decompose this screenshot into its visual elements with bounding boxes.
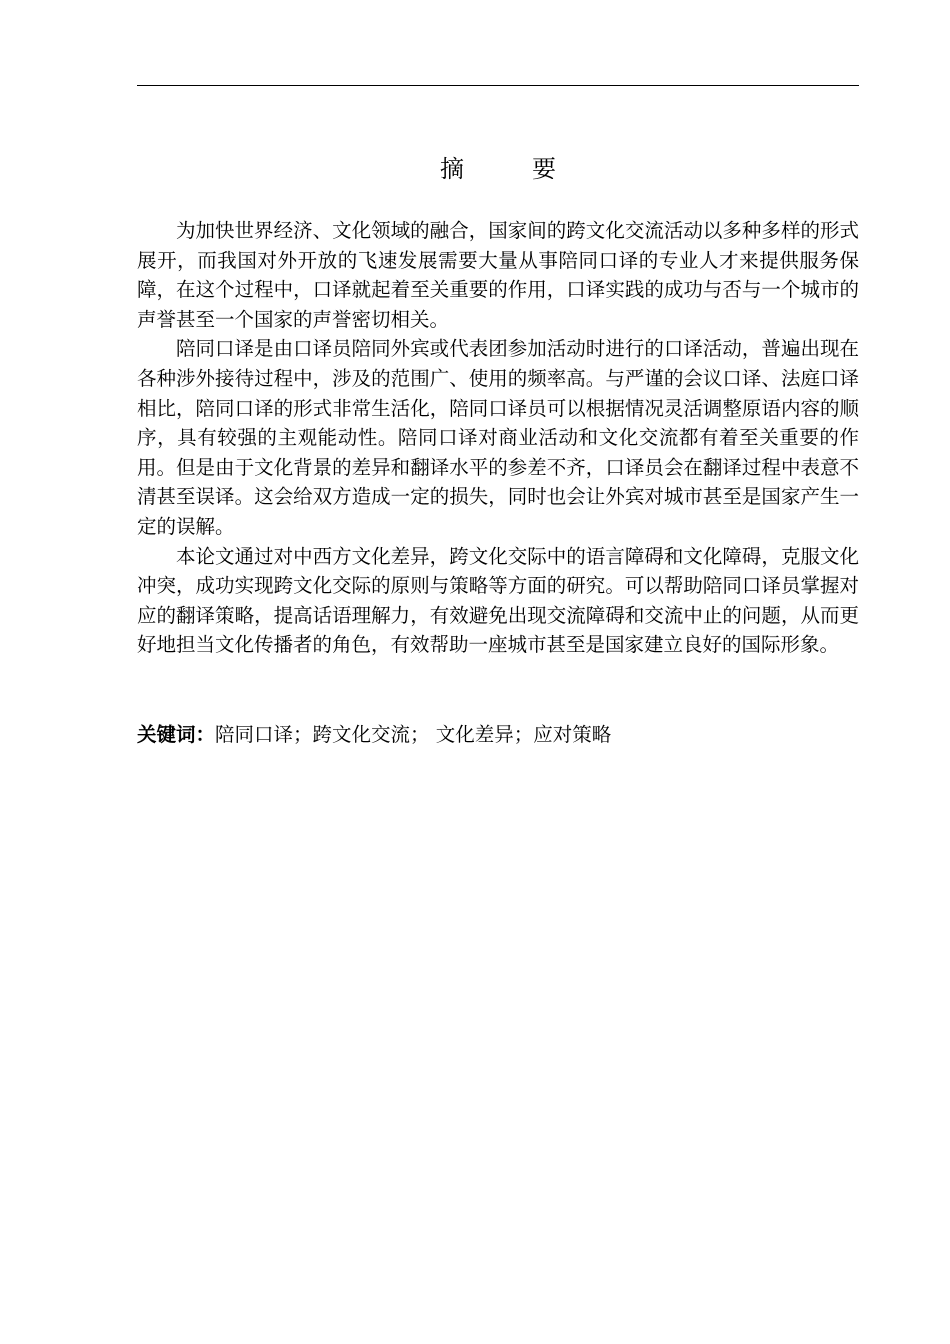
keywords-label: 关键词： (137, 723, 216, 746)
abstract-title: 摘 要 (440, 155, 578, 183)
abstract-paragraph-2: 陪同口译是由口译员陪同外宾或代表团参加活动时进行的口译活动，普遍出现在各种涉外接待过程中，涉及的范围广、使用的频率高。与严谨的会议口译、法庭口译相比，陪同口译的形式非常生活化，陪同口译员可以根据情况灵活调整原语内容的顺序，具有较强的主观能动性。陪同口译对商业活动和文化交流都有着至关重要的作用。但是由于文化背景的差异和翻译水平的参差不齐，口译员会在翻译过程中表意不清甚至误译。这会给双方造成一定的损失，同时也会让外宾对城市甚至是国家产生一定的误解。 (137, 337, 859, 538)
abstract-body (137, 216, 859, 660)
keywords-line (137, 720, 859, 750)
header-rule (137, 85, 859, 86)
keywords-value: 陪同口译；跨文化交流； 文化差异；应对策略 (215, 723, 612, 746)
abstract-paragraph-3: 本论文通过对中西方文化差异，跨文化交际中的语言障碍和文化障碍，克服文化冲突，成功实现跨文化交际的原则与策略等方面的研究。可以帮助陪同口译员掌握对应的翻译策略，提高话语理解力，有效避免出现交流障碍和交流中止的问题，从而更好地担当文化传播者的角色，有效帮助一座城市甚至是国家建立良好的国际形象。 (137, 544, 859, 657)
abstract-paragraph-1: 为加快世界经济、文化领域的融合，国家间的跨文化交流活动以多种多样的形式展开，而我国对外开放的飞速发展需要大量从事陪同口译的专业人才来提供服务保障，在这个过程中，口译就起着至关重要的作用，口译实践的成功与否与一个城市的声誉甚至一个国家的声誉密切相关。 (137, 219, 859, 331)
